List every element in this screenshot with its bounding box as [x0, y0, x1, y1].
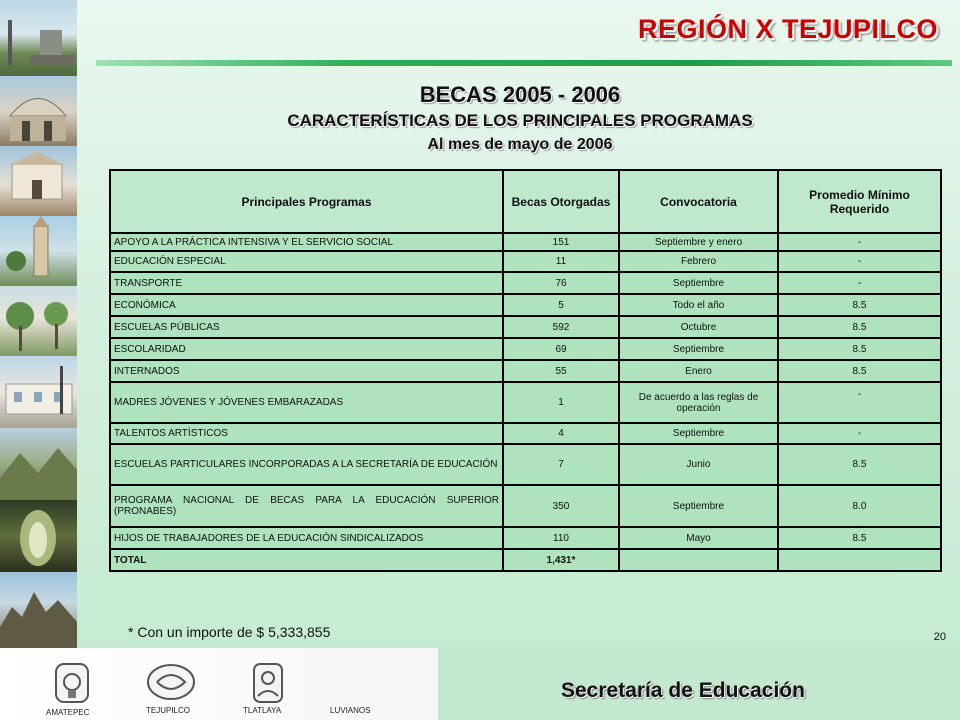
mountain-valley-photo	[0, 428, 77, 500]
cell-promedio: 8.5	[778, 444, 941, 485]
logo-label-tejupilco: TEJUPILCO	[146, 706, 191, 715]
cell-programa: HIJOS DE TRABAJADORES DE LA EDUCACIÓN SINDICALIZADOS	[110, 527, 503, 549]
mountain-peaks-photo	[0, 572, 77, 648]
cell-promedio: -	[778, 233, 941, 251]
tejupilco-glyph-icon	[145, 660, 197, 704]
cell-becas: 350	[503, 485, 619, 527]
table-body	[110, 233, 941, 571]
table-row	[110, 423, 941, 444]
cell-convocatoria: Septiembre	[619, 423, 778, 444]
logo-label-tlatlaya: TLATLAYA	[243, 706, 282, 715]
cell-promedio: 8.5	[778, 316, 941, 338]
cell-becas: 1,431*	[503, 549, 619, 571]
cell-convocatoria: Septiembre	[619, 338, 778, 360]
cell-becas: 110	[503, 527, 619, 549]
cell-programa: TRANSPORTE	[110, 272, 503, 294]
cell-convocatoria	[619, 549, 778, 571]
main-title: BECAS 2005 - 2006	[419, 82, 621, 107]
cell-programa: TALENTOS ARTÍSTICOS	[110, 423, 503, 444]
cell-promedio: -	[778, 272, 941, 294]
cell-programa: TOTAL	[110, 549, 503, 571]
cell-convocatoria: Junio	[619, 444, 778, 485]
table-row	[110, 233, 941, 251]
table-row	[110, 272, 941, 294]
table-row	[110, 294, 941, 316]
mountain-town-photo	[0, 0, 77, 76]
amatepec-glyph-icon	[52, 660, 92, 706]
plaza-trees-photo	[0, 286, 77, 356]
cell-promedio	[778, 549, 941, 571]
cell-convocatoria: De acuerdo a las reglas de operación	[619, 382, 778, 423]
cell-promedio: 8.5	[778, 338, 941, 360]
cell-programa: ESCUELAS PÚBLICAS	[110, 316, 503, 338]
header-programas: Principales Programas	[110, 170, 503, 233]
cell-promedio: 8.5	[778, 527, 941, 549]
cell-convocatoria: Septiembre	[619, 272, 778, 294]
table-row	[110, 316, 941, 338]
cell-promedio: 8.5	[778, 294, 941, 316]
header-convocatoria: Convocatoria	[619, 170, 778, 233]
cell-convocatoria: Mayo	[619, 527, 778, 549]
cell-convocatoria: Octubre	[619, 316, 778, 338]
cell-becas: 76	[503, 272, 619, 294]
programs-table-wrapper	[109, 169, 942, 572]
table-row	[110, 382, 941, 423]
cell-becas: 5	[503, 294, 619, 316]
table-row	[110, 527, 941, 549]
table-row	[110, 485, 941, 527]
region-title: REGIÓN X TEJUPILCO	[637, 14, 938, 44]
programs-table	[109, 169, 942, 572]
cell-becas: 151	[503, 233, 619, 251]
cell-convocatoria: Enero	[619, 360, 778, 382]
cell-becas: 11	[503, 251, 619, 272]
cell-convocatoria: Febrero	[619, 251, 778, 272]
header-promedio: Promedio Mínimo Requerido	[778, 170, 941, 233]
church-plaza-photo	[0, 146, 77, 216]
cell-convocatoria: Todo el año	[619, 294, 778, 316]
logo-label-amatepec: AMATEPEC	[46, 708, 90, 717]
cell-programa: PROGRAMA NACIONAL DE BECAS PARA LA EDUCACIÓN SUPERIOR (PRONABES)	[110, 485, 503, 527]
cell-programa: APOYO A LA PRÁCTICA INTENSIVA Y EL SERVICIO SOCIAL	[110, 233, 503, 251]
cave-photo	[0, 500, 77, 572]
cell-convocatoria: Septiembre y enero	[619, 233, 778, 251]
cell-programa: ESCOLARIDAD	[110, 338, 503, 360]
cell-becas: 1	[503, 382, 619, 423]
municipal-building-photo	[0, 356, 77, 428]
table-row	[110, 360, 941, 382]
logo-label-luvianos: LUVIANOS	[330, 706, 371, 715]
cell-becas: 4	[503, 423, 619, 444]
cell-becas: 592	[503, 316, 619, 338]
table-total-row	[110, 549, 941, 571]
cell-becas: 55	[503, 360, 619, 382]
table-row	[110, 251, 941, 272]
table-row	[110, 444, 941, 485]
cell-programa: INTERNADOS	[110, 360, 503, 382]
cell-promedio: 8.0	[778, 485, 941, 527]
header-becas: Becas Otorgadas	[503, 170, 619, 233]
secretaria-label: Secretaría de Educación	[561, 679, 805, 702]
cell-becas: 7	[503, 444, 619, 485]
market-arcade-photo	[0, 76, 77, 146]
tlatlaya-glyph-icon	[248, 660, 288, 706]
header-divider	[96, 60, 952, 66]
cell-programa: EDUCACIÓN ESPECIAL	[110, 251, 503, 272]
photo-strip	[0, 0, 77, 648]
cell-promedio: -	[778, 382, 941, 423]
subtitle: CARACTERÍSTICAS DE LOS PRINCIPALES PROGRAMAS	[287, 111, 753, 130]
date-line: Al mes de mayo de 2006	[427, 136, 613, 153]
cell-programa: ESCUELAS PARTICULARES INCORPORADAS A LA SECRETARÍA DE EDUCACIÓN	[110, 444, 503, 485]
cell-convocatoria: Septiembre	[619, 485, 778, 527]
cell-promedio: -	[778, 423, 941, 444]
cell-programa: ECONÓMICA	[110, 294, 503, 316]
cell-becas: 69	[503, 338, 619, 360]
footnote: * Con un importe de $ 5,333,855	[128, 624, 331, 640]
table-header-row	[110, 170, 941, 233]
cell-promedio: 8.5	[778, 360, 941, 382]
table-row	[110, 338, 941, 360]
cell-programa: MADRES JÓVENES Y JÓVENES EMBARAZADAS	[110, 382, 503, 423]
page-number: 20	[933, 631, 946, 643]
church-tower-photo	[0, 216, 77, 286]
cell-promedio: -	[778, 251, 941, 272]
